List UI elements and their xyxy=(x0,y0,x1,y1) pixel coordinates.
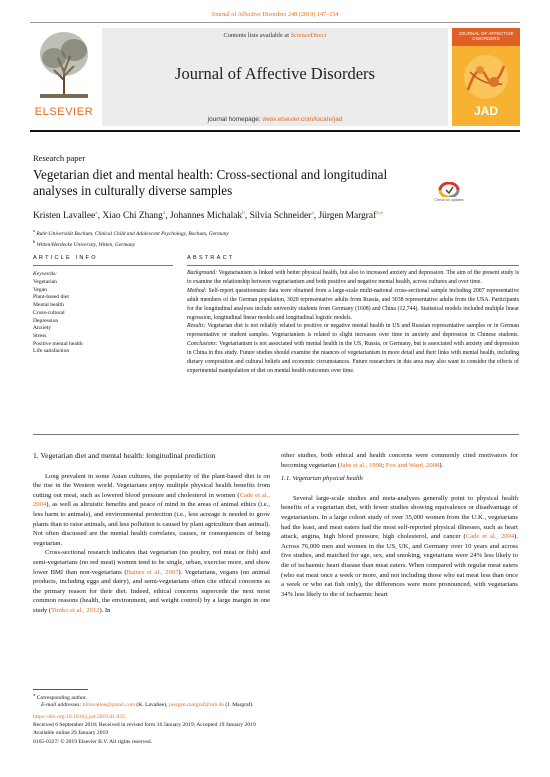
affiliation-text: Witten/Herdecke University, Witten, Germany xyxy=(36,242,136,248)
email-label: E-mail addresses: xyxy=(41,702,82,709)
affiliation-mark: a xyxy=(33,228,35,233)
author-list: Kristen Lavallee$^a$, Xiao Chi Zhang$^a$, Johannes Michalak$^b$, Silvia Schneider$^a$, Jürgen Margraf$^{a,⁎}$ xyxy=(33,210,383,222)
subsection-1-1-title: 1.1. Vegetarian physical health xyxy=(281,475,363,483)
citation-link[interactable]: Timko et al., 2012 xyxy=(51,606,100,614)
citation-link[interactable]: Cade et al., 2004 xyxy=(465,533,515,541)
journal-cover-thumbnail[interactable] xyxy=(452,28,520,126)
email-link[interactable]: klilavallee@gmail.com xyxy=(82,702,135,709)
email-owner: (J. Margraf). xyxy=(223,702,254,709)
keyword-item[interactable]: Depression xyxy=(33,317,59,324)
journal-masthead xyxy=(30,22,520,139)
body-text: ). Vegetarians, vegans (no animal products, including eggs and dairy), and semi-vegetarians often cite ethical concerns as the primary reason for their diet. Indeed, ethical concerns supercede the next most common reasons (health, the environment, and weight control) by a large margin in one study ( xyxy=(33,568,270,614)
author-name[interactable]: Kristen Lavallee xyxy=(33,211,96,222)
author-affiliation-mark[interactable]: a xyxy=(162,210,166,216)
author-name[interactable]: Xiao Chi Zhang xyxy=(102,211,163,222)
email-link[interactable]: juergen.margraf@rub.de xyxy=(168,702,224,709)
cover-title: JOURNAL OF AFFECTIVE DISORDERS xyxy=(458,31,514,42)
article-info-heading: ARTICLE INFO xyxy=(33,255,98,261)
copyright-notice: 0165-0327/ © 2019 Elsevier B.V. All rights reserved. xyxy=(33,738,153,745)
citation-link[interactable]: Fox and Ward, 2008 xyxy=(385,461,440,469)
keyword-item[interactable]: Plant-based diet xyxy=(33,294,69,301)
email-note xyxy=(33,702,523,710)
author-affiliation-mark[interactable]: a xyxy=(95,210,98,216)
email-owner: (K. Lavallee), xyxy=(134,702,169,709)
received-dates: Received 6 September 2018; Received in revised form 16 January 2019; Accepted 19 January 2019 xyxy=(33,722,256,729)
citation-link[interactable]: Jabs et al., 1998 xyxy=(339,461,383,469)
body-text: ). xyxy=(439,461,444,469)
abstract-conclusions-label: Conclusions: xyxy=(187,341,218,348)
homepage-prefix: journal homepage: xyxy=(207,116,263,123)
cover-acronym: JAD xyxy=(473,104,498,118)
author-name[interactable]: Johannes Michalak xyxy=(169,211,243,222)
check-for-updates-badge[interactable] xyxy=(436,182,462,208)
body-column-right xyxy=(281,451,518,599)
author-affiliation-mark[interactable]: a,⁎ xyxy=(376,210,383,216)
abstract-conclusions-text: Vegetarianism is not associated with mental health in the US, Russia, or Germany, but is associated with anxiety and depression in China in this study. Future studies should examine the nuances of vegetarianism in more detail and their links with mental health, including dietary composition and cultural beliefs and economic circumstances. Future researchers in this area may also want to consider the effects of experimental manipulation of diet on mental health outcomes over time. xyxy=(187,341,519,374)
author-name[interactable]: Jürgen Margraf xyxy=(318,211,377,222)
abstract-heading: ABSTRACT xyxy=(187,255,235,261)
abstract-method-text: Self-report questionnaire data were obtained from a large-scale multi-national cross-sectional sample including 2007 representative adult members of the German population, 3020 representative adults from Russia, and 3038 representative adults from the USA. Participants for the longitudinal analyses include university students from Germany (1608) and China (12,744). Statistical models included multiple linear regression, longitudinal linear models and longitudinal logistic models. xyxy=(187,287,519,321)
cover-artwork-icon xyxy=(458,50,514,104)
article-type: Research paper xyxy=(33,153,86,163)
keyword-item[interactable]: Vegan xyxy=(33,286,47,293)
journal-title[interactable]: Journal of Affective Disorders xyxy=(175,64,375,83)
elsevier-wordmark: ELSEVIER xyxy=(34,106,94,118)
masthead-bottom-rule xyxy=(30,130,520,132)
available-online: Available online 29 January 2019 xyxy=(33,730,109,737)
footnotes xyxy=(33,692,523,710)
doi-link[interactable]: https://doi.org/10.1016/j.jad.2019.01.035 xyxy=(33,714,125,720)
keyword-item[interactable]: Cross-cultural xyxy=(33,309,65,316)
article-title: Vegetarian diet and mental health: Cross-sectional and longitudinal analyses in culturally diverse samples xyxy=(33,167,388,198)
affiliations xyxy=(33,227,229,249)
journal-homepage-line xyxy=(102,116,448,123)
corresponding-author-note xyxy=(33,692,523,702)
masthead-center-panel xyxy=(102,28,448,126)
body-paragraph xyxy=(281,451,518,470)
keyword-item[interactable]: Vegetarian xyxy=(33,279,57,285)
affiliation-item xyxy=(33,238,229,249)
keyword-item[interactable]: Anxiety xyxy=(33,325,52,332)
section-1-title: 1. Vegetarian diet and mental health: longitudinal prediction xyxy=(33,451,216,460)
elsevier-logo[interactable] xyxy=(30,28,98,126)
body-text: ). Across 76,000 men and women in the US, UK, and Germany over 10 years and across five studies, and matched for age, sex, and smoking, vegetarians were 24% less likely to die of ischaemic heart disease than meat eaters. When compared with regular meat eaters (who eat meat once a week or more, and not including those who eat meat less than once a week or who eat fish only), the differences were more pronounced, with vegetarians 34% less likely to die of ischaemic heart xyxy=(281,533,518,598)
keywords-label: Keywords: xyxy=(33,271,58,277)
corresponding-mark: ⁎ xyxy=(33,693,36,698)
keyword-item[interactable]: Positive mental health xyxy=(33,340,83,347)
check-updates-label: Check for updates xyxy=(434,198,464,202)
abstract-method xyxy=(187,287,519,323)
abstract-method-label: Method: xyxy=(187,287,207,294)
body-text: ). In xyxy=(99,606,111,614)
keyword-item[interactable]: Mental health xyxy=(33,302,64,309)
elsevier-tree-icon xyxy=(36,28,92,102)
body-text: Cross-sectional research indicates that vegetarian (no poultry, red meat or fish) and semi-vegetarians (no red meat) women tend to be single, urban, exercise more, and show lower BMI than non-vegetarians ( xyxy=(33,549,270,576)
corresponding-text: Corresponding author. xyxy=(36,694,87,701)
abstract-results-text: Vegetarian diet is not reliably related to positive or negative mental health in US and Russian representative samples or in German representative or student samples. Vegetarianism is related to slight increases over time in anxiety and depression in Chinese students. xyxy=(187,323,519,339)
abstract-background-label: Background: xyxy=(187,270,218,276)
body-text: Long prevalent in some Asian cultures, the popularity of the plant-based diet is on the rise in the Western world. Vegetarians enjoy multiple physical health benefits from cutting out meat, such as lowered blood pressure and cholesterol in women ( xyxy=(33,472,270,499)
body-text: other studies, both ethical and health concerns were commonly cited motivators for becoming vegetarian ( xyxy=(281,452,518,469)
author-affiliation-mark[interactable]: b xyxy=(242,210,245,216)
abstract-rule xyxy=(187,265,519,266)
abstract-results xyxy=(187,322,519,375)
abstract-background-text: Vegetarianism is linked with better physical health, but also to increased anxiety and depression. The aim of the present study is to examine the relationship between vegetarianism and both positive and negative mental health, across cultures and over time. xyxy=(187,270,519,285)
contents-availability-line xyxy=(102,32,448,39)
masthead-top-rule xyxy=(30,22,520,23)
body-text: ), as well as altruistic benefits and peace of mind in the areas of animal ethics (i.e., less harm to animals), and environmental protection (i.e., less acreage is needed to grow plants than to raise animals, and less pollution is caused by plant agriculture than animal). Not often discussed are the mental health correlates, causes, or consequences of being vegetarian. xyxy=(33,501,270,547)
keywords-list xyxy=(33,279,83,356)
publication-info xyxy=(33,713,523,746)
keyword-item[interactable]: Life satisfaction xyxy=(33,348,70,355)
abstract-background xyxy=(187,269,519,287)
author-name[interactable]: Silvia Schneider xyxy=(249,211,312,222)
body-text: ; xyxy=(382,461,386,469)
citation-link[interactable]: Cade et al., 2004 xyxy=(33,491,270,509)
citation-link[interactable]: Baines et al., 2007 xyxy=(126,568,179,576)
sciencedirect-link[interactable]: ScienceDirect xyxy=(290,32,327,39)
affiliation-mark: b xyxy=(33,239,36,245)
running-head[interactable]: Journal of Affective Disorders 248 (2019) 147–154 xyxy=(211,11,339,18)
check-updates-icon xyxy=(438,182,460,197)
affiliation-item xyxy=(33,227,229,238)
article-info-rule xyxy=(33,265,173,266)
journal-homepage-link[interactable]: www.elsevier.com/locate/jad xyxy=(262,116,343,123)
author-affiliation-mark[interactable]: a xyxy=(311,210,314,216)
body-paragraph xyxy=(33,472,270,549)
body-paragraph xyxy=(33,548,270,615)
abstract-body xyxy=(187,269,519,376)
body-text: Several large-scale studies and meta-analyses generally point to physical health benefits of a vegetarian diet, with fewer studies showing equivalence or disadvantage of vegetarianism. In a large cohort study of over 35,000 women from the U.K., vegetarians had the least, and meat eaters had the most self-reported physical illnesses, such as heart attack, angina, high blood pressure, high cholesterol, and cancer ( xyxy=(281,494,518,541)
abstract-results-label: Results: xyxy=(187,323,206,330)
contents-prefix: Contents lists available at xyxy=(223,32,291,39)
footnote-rule xyxy=(33,689,88,690)
abstract-bottom-rule xyxy=(33,434,519,435)
body-column-left xyxy=(33,451,270,616)
keyword-item[interactable]: Stress xyxy=(33,332,47,339)
body-paragraph xyxy=(281,494,518,600)
affiliation-text: Ruhr-Universität Bochum, Clinical Child and Adolescent Psychology, Bochum, Germany xyxy=(36,230,229,237)
